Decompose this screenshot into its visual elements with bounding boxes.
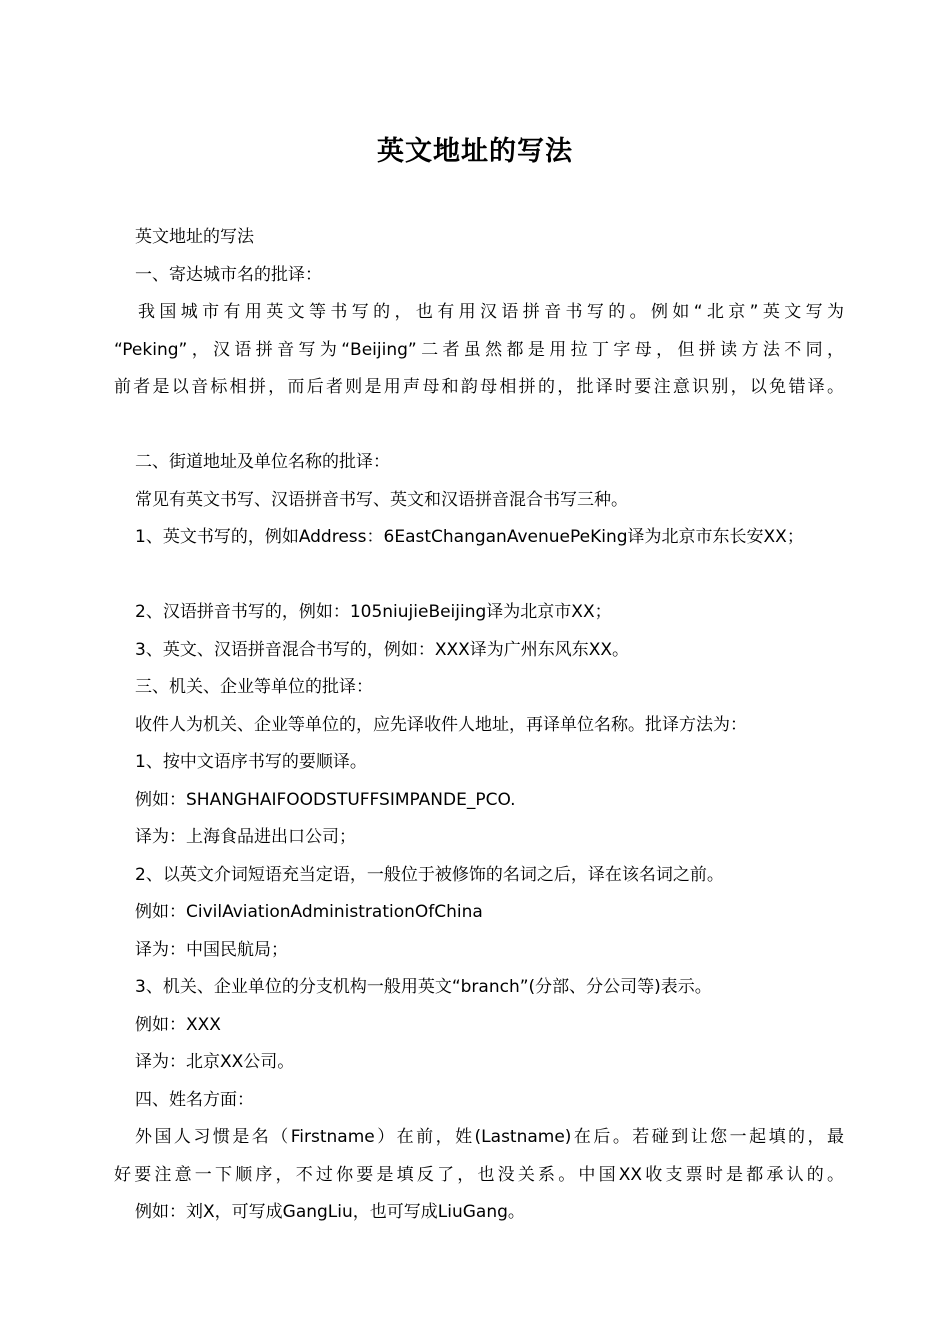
section-heading-4: 四、姓名方面：: [135, 1089, 254, 1110]
paragraph-line: 例如：刘X，可写成GangLiu，也可写成LiuGang。: [135, 1202, 525, 1222]
paragraph-line: 1、英文书写的，例如Address：6EastChanganAvenuePeKing译为北京市东长安XX；: [135, 527, 804, 547]
paragraph-line: 译为：北京XX公司。: [135, 1052, 295, 1072]
paragraph-line: 译为：中国民航局；: [135, 939, 288, 960]
body-line-heading: 英文地址的写法: [135, 227, 254, 247]
paragraph-line: 常见有英文书写、汉语拼音书写、英文和汉语拼音混合书写三种。: [135, 489, 628, 510]
paragraph-line: 好要注意一下顺序，不过你要是填反了，也没关系。中国XX收支票时是都承认的。: [114, 1164, 844, 1185]
paragraph-line: 外国人习惯是名（Firstname）在前，姓(Lastname)在后。若碰到让您一起填的，最: [135, 1127, 844, 1147]
paragraph-line: 2、以英文介词短语充当定语，一般位于被修饰的名词之后，译在该名词之前。: [135, 864, 724, 885]
section-heading-1: 一、寄达城市名的批译：: [135, 264, 322, 285]
section-heading-3: 三、机关、企业等单位的批译：: [135, 677, 373, 697]
paragraph-line: 2、汉语拼音书写的，例如：105niujieBeijing译为北京市XX；: [135, 602, 612, 622]
paragraph-line: 收件人为机关、企业等单位的，应先译收件人地址，再译单位名称。批译方法为：: [135, 714, 747, 735]
blank-line: [114, 407, 844, 445]
paragraph-line: 译为：上海食品进出口公司；: [135, 827, 356, 847]
paragraph-line: 1、按中文语序书写的要顺译。: [135, 752, 367, 772]
section-heading-2: 二、街道地址及单位名称的批译：: [135, 452, 390, 472]
paragraph-line: 例如：SHANGHAIFOODSTUFFSIMPANDE_PCO.: [135, 789, 516, 810]
document-title: 英文地址的写法: [377, 136, 573, 167]
document-body: [114, 219, 844, 1232]
paragraph-line: 例如：CivilAviationAdministrationOfChina: [135, 902, 483, 922]
paragraph-line: 前者是以音标相拼，而后者则是用声母和韵母相拼的，批译时要注意识别，以免错译。: [114, 377, 844, 397]
paragraph-line: 我国城市有用英文等书写的，也有用汉语拼音书写的。例如“北京”英文写为: [138, 302, 844, 322]
paragraph-line: 3、英文、汉语拼音混合书写的，例如：XXX译为广州东风东XX。: [135, 639, 630, 660]
paragraph-line: 3、机关、企业单位的分支机构一般用英文“branch”(分部、分公司等)表示。: [135, 977, 712, 997]
paragraph-line: “Peking”，汉语拼音写为“Beijing”二者虽然都是用拉丁字母，但拼读方法不同，: [114, 339, 844, 360]
paragraph-line: 例如：XXX: [135, 1014, 221, 1035]
blank-line: [114, 557, 844, 595]
